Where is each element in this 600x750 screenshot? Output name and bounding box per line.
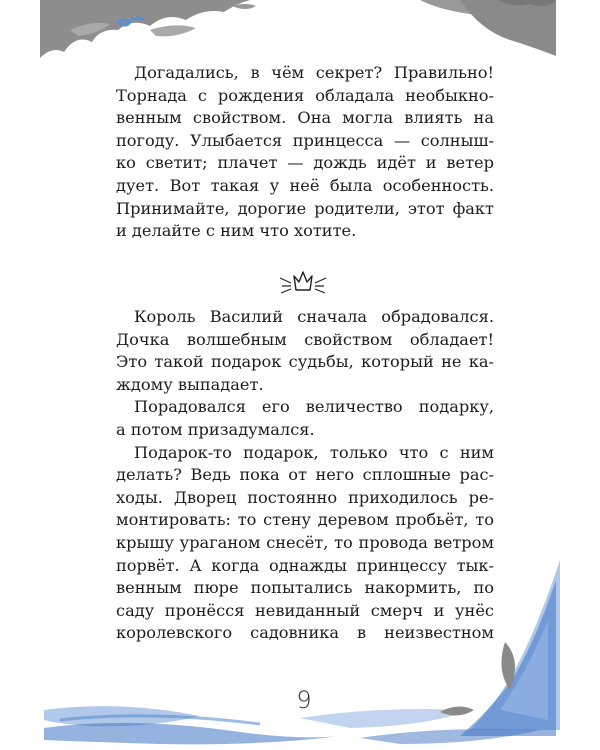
text-line: ходы. Дворец постоянно приходилось ре- [116,487,494,507]
text-line: Это такой подарок судьбы, который не ка- [116,352,494,372]
text-line: Догадались, в чём секрет? Правильно! [134,63,494,82]
text-line: венным свойством. Она могла влиять на [116,108,494,128]
crown-ornament-icon [278,266,328,298]
text-line: монтировать: то стену деревом пробьёт, то [116,510,494,530]
page-number: 9 [296,686,312,714]
text-line: погоду. Улыбается принцесса — солныш- [116,130,494,150]
text-line: и делайте с ним что хотите. [116,221,357,241]
text-line: делать? Ведь пока от него сплошные рас- [116,465,494,485]
text-line: а потом призадумался. [116,419,315,439]
text-line: крышу ураганом снесёт, то провода ветром [116,532,494,552]
text-line: саду пронёсся невиданный смерч и унёс [116,600,494,620]
text-line: Порадовался его величество подарку, [134,397,494,417]
text-line: ждому выпадает. [116,374,264,394]
text-line: Король Василий сначала обрадовался. [134,307,494,326]
text-line: венным пюре попытались накормить, по [116,578,494,598]
text-line: Дочка волшебным свойством обладает! [116,329,494,349]
section-1-text [116,62,494,243]
text-line: Принимайте, дорогие родители, этот факт [116,198,494,218]
text-line: дует. Вот такая у неё была особенность. [116,175,494,195]
text-line: порвёт. А когда однажды принцессу тык- [116,555,494,575]
blue-wind-illustration [0,560,600,750]
text-line: королевского садовника в неизвестном [116,623,494,643]
text-line: Торнада с рождения обладала необыкно- [116,85,494,105]
text-line: Подарок-то подарок, только что с ним [134,442,494,462]
text-line: ко светит; плачет — дождь идёт и ветер [116,153,494,173]
